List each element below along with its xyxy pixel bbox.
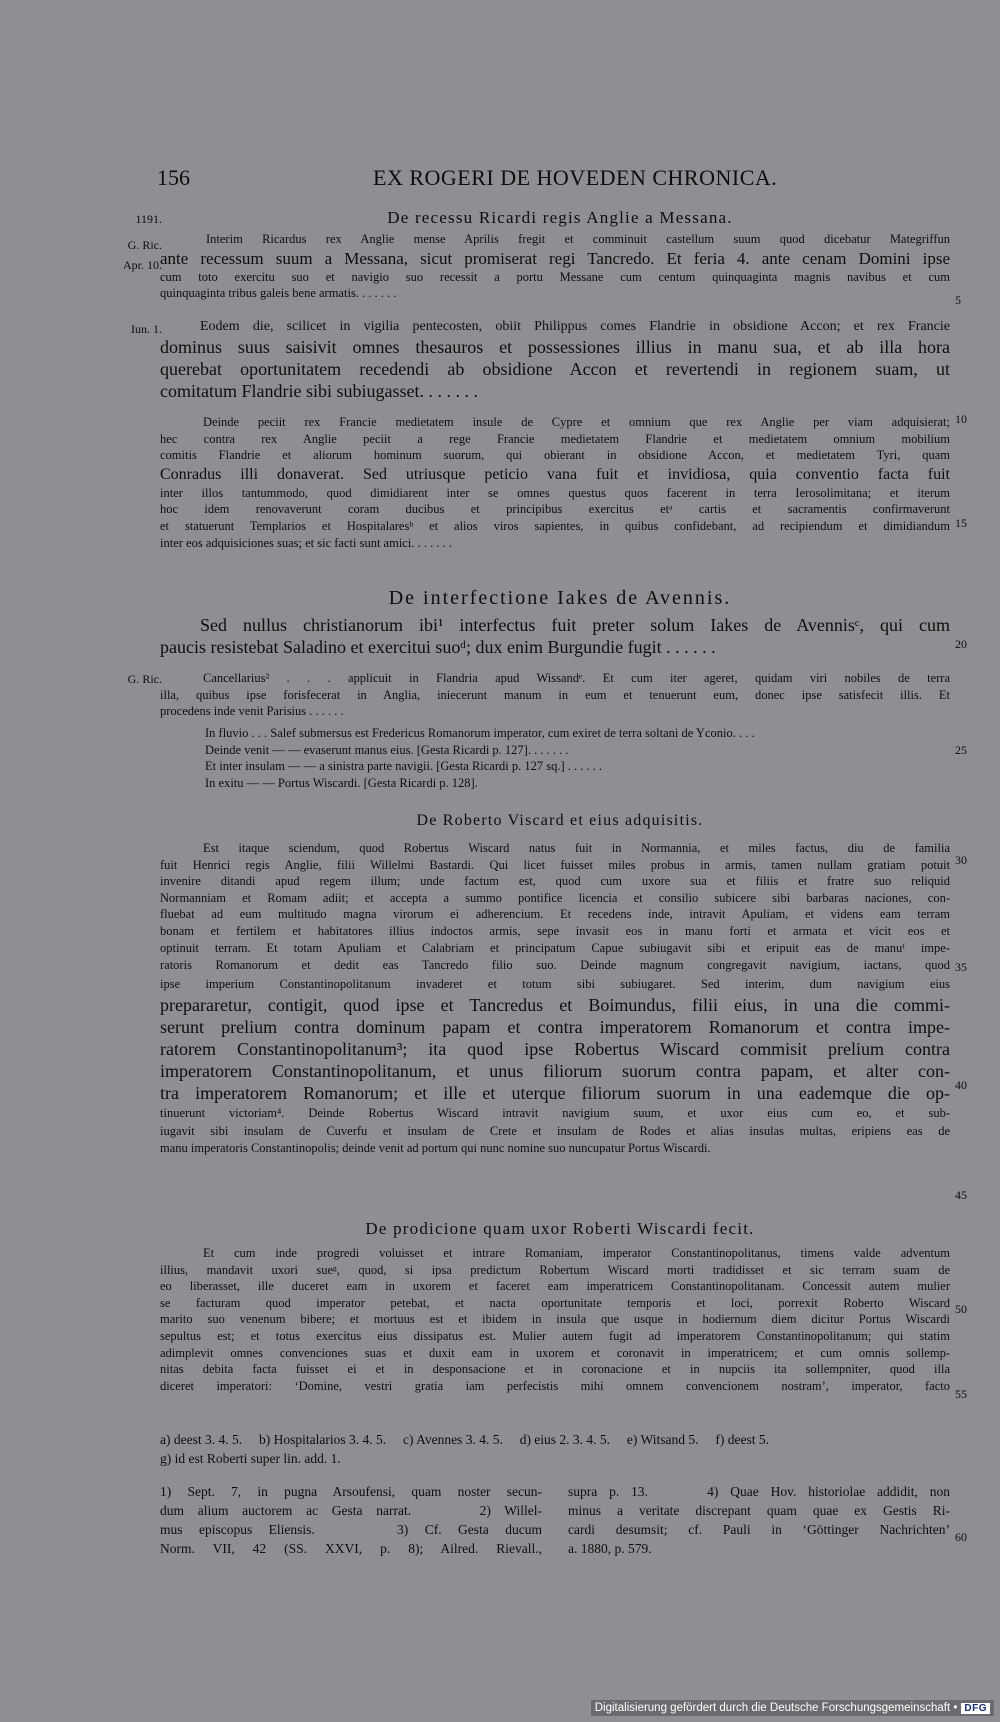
section-heading: De interfectione Iakes de Avennis. — [388, 587, 732, 609]
text-line: cum toto exercitu suo et navigio suo recessit a portu Messane cum centum quinquaginta magnis navibus et cum — [160, 269, 950, 284]
text-line: optinuit terram. Et totam Apuliam et Calabriam et principatum Capue subiugavit sibi et eripuit eas de manuᶠ impe- — [160, 940, 950, 955]
line-number: 55 — [955, 1387, 967, 1401]
line-number: 45 — [955, 1188, 967, 1202]
footnote-line: Norm. VII, 42 (SS. XXVI, p. 8); Ailred. Rievall., — [160, 1541, 542, 1556]
line-number: 40 — [955, 1078, 967, 1092]
text-line: nitas debita facta fuisset ei et in desponsacione et in coronacione et in nupciis ita sollempniter, quod illa — [160, 1362, 950, 1377]
text-line: Conradus illi donaverat. Sed utriusque peticio vana fuit et invidiosa, quia conventio facta fuit — [160, 465, 950, 483]
line-number: 5 — [955, 293, 961, 307]
text-line: comitatum Flandrie sibi subiugasset. . . . . . . — [160, 380, 478, 401]
text-line: hoc idem renovaverunt coram ducibus et principibus exercitus etᵃ cartis et sacramentis confirmaverunt — [160, 502, 950, 517]
text-line: marito suo venenum bibere; et mortuus est et ibidem in insula que usque in hodiernum diem dicitur Portus Wiscardi — [160, 1312, 950, 1327]
line-number: 60 — [955, 1530, 967, 1544]
text-line: ipse imperium Constantinopolitanum invaderet et totum sibi subiugaret. Sed interim, dum navigium eius — [160, 977, 950, 992]
text-line: fluebat ad eum multitudo magna virorum ei adherencium. Et recedens inde, intravit Apuliam, et videns eam terram — [160, 907, 950, 922]
text-line: querebat oportunitatem recedendi ab obsidione Accon et revertendi in regionem suam, ut — [160, 358, 950, 379]
margin-year: 1191. — [135, 212, 162, 226]
text-line: inter illos tantummodo, quod dimidiarent inter se omnes questus quos facerent in terra Ierosolimitana; et iterum — [160, 485, 950, 500]
paragraph — [160, 614, 950, 658]
text-line: prepararetur, contigit, quod ipse et Tancredus et Boimundus, filii eius, in una die commi- — [160, 995, 950, 1016]
quote-line: In exitu — — Portus Wiscardi. [Gesta Ricardi p. 128]. — [205, 775, 478, 790]
line-number: 10 — [955, 412, 967, 426]
paragraph — [160, 840, 950, 1156]
paragraph — [160, 1245, 950, 1394]
margin-date-apr: Apr. 10. — [123, 258, 162, 272]
page-number: 156 — [157, 165, 190, 190]
text-line: quinquaginta tribus galeis bene armatis. . . . . . . — [160, 286, 397, 301]
text-line: bonam et fertilem et habitatores illius indoctos armis, sepe invasit eos in manu forti et armata et vicit eos et — [160, 923, 950, 938]
text-line: eo liberasset, ille duceret eam in uxorem et faceret eam imperatricem Constantinopolitanam. Concessit autem mulier — [160, 1279, 950, 1294]
section-heading: De Roberto Viscard et eius adquisitis. — [416, 812, 704, 829]
text-line: invenire ditandi apud regem illum; unde factum est, quod cum uxore sua et filiis et fratre suo reliquid — [160, 874, 950, 889]
section-heading: De recessu Ricardi regis Anglie a Messana. — [387, 208, 733, 227]
digitization-text: Digitalisierung gefördert durch die Deutsche Forschungsgemeinschaft • — [594, 1702, 958, 1714]
line-number: 15 — [955, 516, 967, 530]
text-line: manu imperatoris Constantinopolis; deinde venit ad portum qui nunc nomine suo nuncupatur Portus Wiscardi. — [160, 1140, 711, 1155]
text-line: ante recessum suum a Messana, sicut promiserat regi Tancredo. Et feria 4. ante cenam Domini ipse — [160, 248, 950, 268]
line-number: 20 — [955, 637, 967, 651]
footnote-line: 1) Sept. 7, in pugna Arsoufensi, quam noster secun- — [160, 1484, 542, 1499]
gesta-quote-list — [205, 725, 950, 791]
text-line: procedens inde venit Parisius . . . . . . — [160, 704, 344, 719]
text-line: fuit Henrici regis Anglie, filii Willelmi Bastardi. Qui licet fuisset miles probus in armis, tamen nullam gratiam potuit — [160, 857, 950, 872]
margin-date-iun: Iun. 1. — [131, 322, 162, 336]
quote-line: In fluvio . . . Salef submersus est Fredericus Romanorum imperator, cum exiret de terra soltani de Yconio. . . . — [205, 726, 755, 740]
text-line: Interim Ricardus rex Anglie mense Aprilis fregit et comminuit castellum suum quod dicebatur Mategriffun — [206, 232, 950, 246]
text-line: Eodem die, scilicet in vigilia pentecosten, obiit Philippus comes Flandrie in obsidione Accon; et rex Francie — [200, 319, 950, 334]
text-line: sepultus est; et totus exercitus eius dissipatus est. Mulier autem fugit ad imperatorem Constantinopolitanum; qui statim — [160, 1328, 950, 1343]
footnotes-right-column — [568, 1482, 950, 1558]
variant-line: g) id est Roberti super lin. add. 1. — [160, 1451, 341, 1466]
text-line: se facturam quod imperator petebat, et nacta oportunitate temporis et loci, porrexit Roberto Wiscard — [160, 1295, 950, 1310]
paragraph — [160, 670, 950, 720]
paragraph — [160, 319, 950, 402]
text-line: illius, mandavit uxori sueᵍ, quod, si ipsa predictum Robertum Wiscard morti tradidisset et sic terram suam de — [160, 1262, 950, 1277]
text-line: diceret imperatori: ‘Domine, vestri gratia iam perfecistis mihi omnem convencionem nostram’, imperator, facto — [160, 1378, 950, 1393]
text-line: Est itaque sciendum, quod Robertus Wiscard natus fuit in Normannia, et miles factus, diu de familia — [203, 841, 950, 855]
line-number: 50 — [955, 1302, 967, 1316]
footnote-line: dum alium auctorem ac Gesta narrat. 2) Willel- — [160, 1503, 542, 1518]
text-line: et statuerunt Templarios et Hospitalaresᵇ et alios viros sapientes, in quibus confidebant, ad recipiendum et dimidiandum — [160, 518, 950, 533]
digitization-credit — [591, 1700, 994, 1716]
dfg-logo: DFG — [961, 1703, 990, 1714]
text-line: iugavit sibi insulam de Cuverfu et insulam de Crete et insulam de Rodes et alias insulas multas, eripiens eas de — [160, 1124, 950, 1139]
text-line: Et cum inde progredi voluisset et intrare Romaniam, imperator Constantinopolitanus, timens valde adventum — [203, 1246, 950, 1260]
paragraph — [160, 414, 950, 551]
margin-source-gric: G. Ric. — [127, 238, 162, 252]
text-line: adimplevit omnes convenciones suas et duxit eam in uxorem et coronavit in imperatricem; et cum omnis sollemp- — [160, 1345, 950, 1360]
footnote-line: a. 1880, p. 579. — [568, 1541, 652, 1556]
text-line: dominus suus saisivit omnes thesauros et possessiones illius in manu sua, et ab illa hora — [160, 336, 950, 357]
footnote-line: supra p. 13. 4) Quae Hov. historiolae addidit, non — [568, 1484, 950, 1499]
text-line: comitis Flandrie et aliorum hominum suorum, qui obierant in obsidione Accon, et medietatem Tyri, quam — [160, 448, 950, 463]
footnotes-left-column — [160, 1482, 542, 1558]
text-line: illa, quibus ipse forisfecerat in Anglia, iniecerunt manum in eum et tenuerunt eum, donec ipse satisfecit illis. Et — [160, 687, 950, 702]
text-line: ratoris Romanorum et dedit eas Tancredo filio suo. Deinde magnum congregavit navigium, iactans, quod — [160, 958, 950, 973]
page-header — [0, 165, 1000, 205]
textual-variants — [160, 1430, 950, 1468]
text-line: imperatorem Constantinopolitanum, et unus filiorum suorum contra papam, et alter con- — [160, 1061, 950, 1082]
text-line: Sed nullus christianorum ibi¹ interfectus fuit preter solum Iakes de Avennisᶜ, qui cum — [200, 615, 950, 635]
text-line: Cancellarius² . . . applicuit in Flandria apud Wissandᵉ. Et cum iter ageret, quidam viri nobiles de terra — [203, 671, 950, 685]
text-line: serunt prelium contra dominum papam et contra imperatorem Romanorum et contra impe- — [160, 1017, 950, 1038]
section-heading: De prodicione quam uxor Roberti Wiscardi fecit. — [365, 1219, 755, 1238]
footnote-line: mus episcopus Eliensis. 3) Cf. Gesta ducum — [160, 1522, 542, 1537]
text-line: Normanniam et Romam adiit; et accepta a summo pontifice licencia et consilio subicere sibi barbaras naciones, con- — [160, 890, 950, 905]
line-number: 25 — [955, 743, 967, 757]
footnote-line: minus a veritate discrepant quam quae ex Gestis Ri- — [568, 1503, 950, 1518]
line-number: 30 — [955, 853, 967, 867]
text-line: ratorem Constantinopolitanum³; ita quod ipse Robertus Wiscard commisit prelium contra — [160, 1039, 950, 1060]
text-line: paucis resistebat Saladino et exercitui suoᵈ; dux enim Burgundie fugit . . . . . . — [160, 637, 716, 657]
text-line: tra imperatorem Romanorum; et ille et uterque filiorum suorum in una eademque die op- — [160, 1083, 950, 1104]
text-line: hec contra rex Anglie peciit a rege Francie medietatem Flandrie et medietatem omnium mobilium — [160, 431, 950, 446]
text-line: Deinde peciit rex Francie medietatem insule de Cypre et omnium que rex Anglie per viam adquisierat; — [203, 415, 950, 429]
paragraph — [160, 231, 950, 302]
text-line: inter eos adquisiciones suas; et sic facti sunt amici. . . . . . . — [160, 535, 452, 550]
variant-line: a) deest 3. 4. 5. b) Hospitalarios 3. 4. 5. c) Avennes 3. 4. 5. d) eius 2. 3. 4. 5. e) Witsand 5. f) deest 5. — [160, 1432, 769, 1447]
footnote-line: cardi desumsit; cf. Pauli in ‘Göttinger Nachrichten’ — [568, 1522, 950, 1537]
quote-line: Deinde venit — — evaserunt manus eius. [Gesta Ricardi p. 127]. . . . . . . — [205, 742, 569, 757]
line-number: 35 — [955, 960, 967, 974]
quote-line: Et inter insulam — — a sinistra parte navigii. [Gesta Ricardi p. 127 sq.] . . . . . . — [205, 759, 603, 774]
running-title: EX ROGERI DE HOVEDEN CHRONICA. — [373, 165, 778, 190]
margin-source-gric-2: G. Ric. — [127, 672, 162, 686]
text-line: tinuerunt victoriam⁴. Deinde Robertus Wiscard intravit navigium suum, et uxor eius cum eo, et sub- — [160, 1106, 950, 1121]
